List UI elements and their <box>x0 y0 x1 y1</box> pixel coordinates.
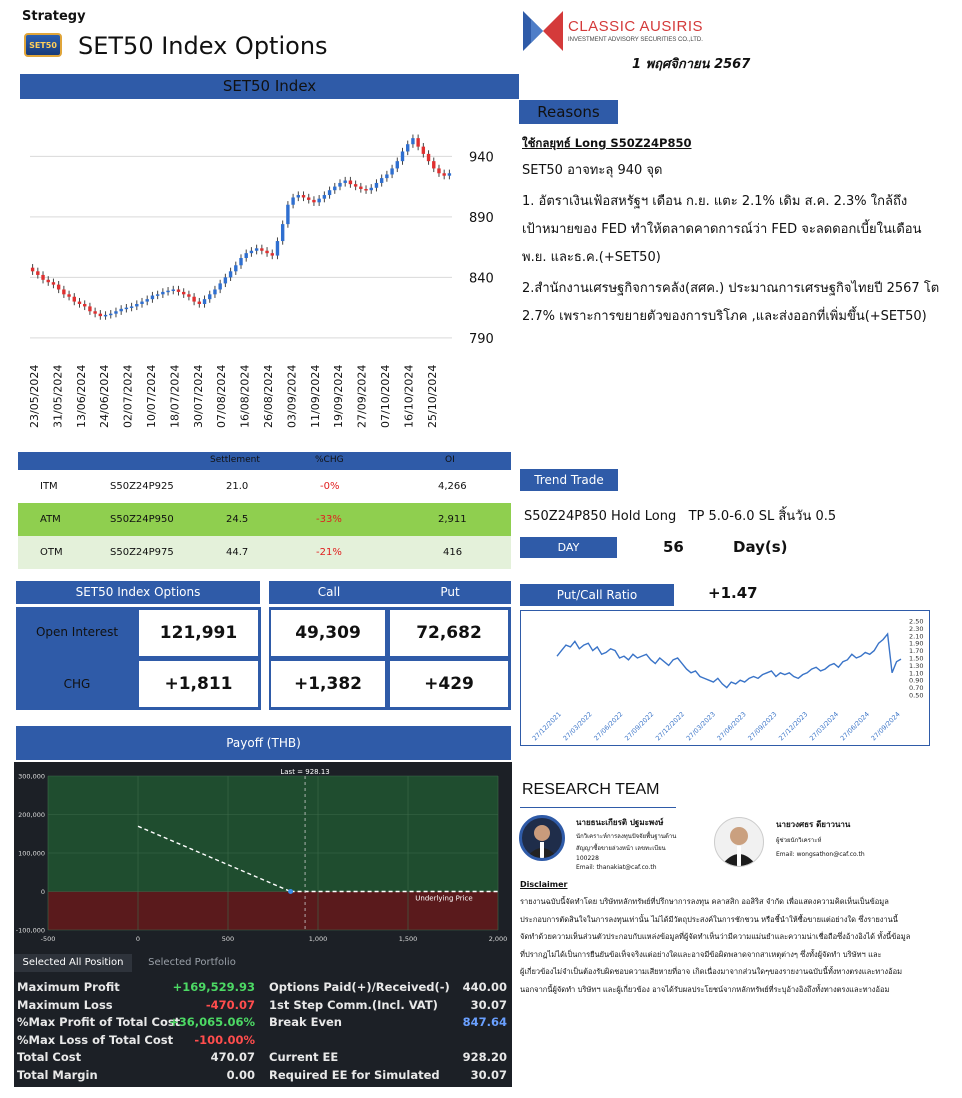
candle <box>255 248 258 250</box>
candle <box>140 302 143 304</box>
stat-value: 928.20 <box>462 1050 507 1065</box>
stat-value: -100.00% <box>194 1032 255 1047</box>
candle <box>198 302 201 304</box>
candle <box>125 308 128 310</box>
stat-label: Total Cost <box>17 1050 82 1065</box>
x-tick-label: 13/06/2024 <box>74 364 88 428</box>
candle <box>93 311 96 313</box>
index-chart-svg <box>20 100 510 460</box>
candle <box>156 294 159 296</box>
x-tick-label: -500 <box>40 935 56 943</box>
row-series: S50Z24P950 <box>110 514 174 525</box>
candle <box>146 299 149 301</box>
y-tick-label: 890 <box>469 210 494 226</box>
oi-put: 72,682 <box>389 609 509 657</box>
series-table <box>18 452 511 569</box>
candle <box>317 199 320 203</box>
candle <box>192 297 195 302</box>
y-tick-label: 2.50 <box>909 617 924 626</box>
candle <box>411 138 414 144</box>
x-tick-label: 27/12/2022 <box>653 710 687 743</box>
chg-header: %CHG <box>315 455 344 465</box>
tab-all-position[interactable]: Selected All Position <box>14 954 132 972</box>
candle <box>52 282 55 284</box>
y-tick-label: 940 <box>469 150 494 166</box>
report-date: 1 พฤศจิกายน 2567 <box>632 57 751 72</box>
candle <box>166 291 169 293</box>
candle <box>172 289 175 291</box>
chg-put: +429 <box>389 660 509 708</box>
x-tick-label: 27/03/2023 <box>684 710 717 743</box>
candle <box>333 187 336 191</box>
stat-label: Break Even <box>269 1015 342 1030</box>
candle <box>432 161 435 168</box>
x-tick-label: 27/06/2024 <box>838 710 871 743</box>
candle <box>297 195 300 197</box>
chg-call: +1,382 <box>270 660 386 708</box>
reasons-list <box>522 158 962 331</box>
candle <box>83 304 86 306</box>
index-chart-title: SET50 Index <box>20 74 519 99</box>
row-oi: 2,911 <box>438 514 467 525</box>
candle <box>239 258 242 265</box>
candle <box>359 187 362 189</box>
candle <box>427 154 430 161</box>
x-tick-label: 27/03/2022 <box>561 710 594 743</box>
payoff-title: Payoff (THB) <box>16 726 511 760</box>
candle <box>62 289 65 294</box>
person1-role: นักวิเคราะห์การลงทุนปัจจัยพื้นฐานด้าน <box>576 833 677 840</box>
x-tick-label: 27/06/2022 <box>592 710 625 743</box>
reason-line: 1. อัตราเงินเฟ้อสหรัฐฯ เดือน ก.ย. แตะ 2.1% เดิม ส.ค. 2.3% ใกล้ถึง <box>522 194 908 209</box>
candle <box>338 183 341 187</box>
oi-table-title: SET50 Index Options <box>16 581 260 604</box>
candle <box>203 299 206 304</box>
day-unit: Day(s) <box>733 538 788 556</box>
candle <box>312 200 315 202</box>
row-oi: 416 <box>443 547 463 558</box>
x-tick-label: 26/08/2024 <box>262 364 275 428</box>
disclaimer-line: รายงานฉบับนี้จัดทำโดย บริษัทหลักทรัพย์ที่ปรึกษาการลงทุน คลาสสิก ออสิริส จำกัด เพื่อแสดงความคิดเห็นเป็นข้อมูล <box>520 897 889 906</box>
stat-label: Maximum Loss <box>17 997 113 1012</box>
row-series: S50Z24P925 <box>110 481 174 492</box>
index-chart <box>20 100 510 460</box>
profit-zone <box>48 776 498 892</box>
table-row <box>18 536 511 569</box>
person2-name: นายวงศธร ดียาวนาน <box>776 820 851 829</box>
candle <box>119 309 122 311</box>
candle <box>36 271 39 275</box>
avatar <box>519 815 565 861</box>
y-tick-label: 200,000 <box>18 811 45 819</box>
person1-email: Email: thanakiat@caf.co.th <box>576 864 657 871</box>
y-tick-label: 0.50 <box>909 691 924 700</box>
candle <box>437 168 440 173</box>
disclaimer-line: ประกอบการตัดสินใจในการลงทุนเท่านั้น ไม่ได้มีวัตถุประสงค์ในการชักชวน หรือชี้นำให้ซื้อขายแต่อย่างใด ซึ่งรายงานนี้ <box>520 914 898 924</box>
payoff-chart-svg <box>14 762 512 950</box>
x-tick-label: 16/10/2024 <box>402 364 416 428</box>
break-even-point <box>288 889 293 894</box>
x-tick-label: 24/06/2024 <box>98 364 112 428</box>
x-tick-label: 02/07/2024 <box>121 364 135 428</box>
candle <box>375 183 378 188</box>
person1-role: 100228 <box>576 855 599 862</box>
person1-name: นายธนะเกียรติ ปฐมะพงษ์ <box>576 818 664 827</box>
y-tick-label: 1.50 <box>909 654 924 663</box>
y-tick-label: 790 <box>469 331 494 347</box>
disclaimer-line: นอกจากนี้ผู้จัดทำ บริษัทฯ และผู้เกี่ยวข้อง อาจได้รับผลประโยชน์จากหลักทรัพย์ที่ระบุอ้างอิงถึงทั้งทางตรงและทางอ้อม <box>520 984 890 994</box>
row-type: ITM <box>40 481 58 492</box>
row-type: OTM <box>40 547 63 558</box>
trend-title: Trend Trade <box>520 469 618 491</box>
stat-value: -470.07 <box>205 997 255 1012</box>
candle <box>385 174 388 178</box>
x-tick-label: 10/07/2024 <box>145 364 158 428</box>
x-tick-label: 1,000 <box>308 935 328 943</box>
candle <box>354 184 357 186</box>
pcr-chart-svg <box>521 611 929 745</box>
person1-role: สัญญาซื้อขายล่วงหน้า เลขทะเบียน <box>576 845 666 852</box>
y-tick-label: 300,000 <box>18 772 45 781</box>
candle <box>380 178 383 183</box>
row-chg: -0% <box>320 481 340 492</box>
stat-label: %Max Loss of Total Cost <box>17 1032 174 1047</box>
disclaimer-body <box>520 893 958 998</box>
candle <box>442 173 445 175</box>
trend-text: S50Z24P850 Hold Long TP 5.0-6.0 SL สิ้นวัน 0.5 <box>524 509 837 524</box>
stat-label: Total Margin <box>17 1068 98 1082</box>
strategy-line: ใช้กลยุทธ์ Long S50Z24P850 <box>522 136 692 150</box>
y-tick-label: 1.70 <box>909 647 924 656</box>
x-tick-label: 16/08/2024 <box>238 364 252 428</box>
x-tick-label: 2,000 <box>488 935 508 943</box>
x-tick-label: 27/09/2023 <box>746 710 779 743</box>
y-tick-label: -100,000 <box>15 926 45 935</box>
candle <box>99 314 102 316</box>
x-tick-label: 30/07/2024 <box>191 364 205 428</box>
reason-line: พ.ย. และธ.ค.(+SET50) <box>522 250 661 265</box>
row-settle: 44.7 <box>226 547 249 558</box>
x-tick-label: 27/09/2024 <box>869 710 902 743</box>
candle <box>109 314 112 316</box>
day-value: 56 <box>663 538 684 556</box>
candle <box>208 294 211 299</box>
oi-label: Open Interest <box>35 625 119 639</box>
underlying-price-label: Underlying Price <box>415 894 473 903</box>
disclaimer-line: จัดทำด้วยความเห็นส่วนตัวประกอบกับแหล่งข้อมูลที่ผู้จัดทำเห็นว่ามีความแม่นยำและความน่าเชื่อถือซึ่งอ้างอิงได้ ทั้งนี้ข้อมูล <box>520 932 911 941</box>
x-tick-label: 27/03/2024 <box>807 710 841 743</box>
company-logo-icon <box>523 11 563 51</box>
disclaimer-title: Disclaimer <box>520 880 568 889</box>
row-chg: -21% <box>316 547 342 558</box>
y-tick-label: 1.30 <box>909 661 924 670</box>
oi-header: OI <box>445 455 455 465</box>
candle <box>276 241 279 256</box>
person2-info <box>776 818 911 858</box>
reason-line: SET50 อาจทะลุ 940 จุด <box>522 163 663 178</box>
candle <box>31 268 34 272</box>
candle <box>260 248 263 250</box>
candle <box>250 251 253 253</box>
candle <box>229 271 232 277</box>
candle <box>73 297 76 302</box>
candle <box>130 306 133 308</box>
research-underline <box>520 807 676 808</box>
research-title: RESEARCH TEAM <box>522 781 660 798</box>
tab-selected-portfolio[interactable]: Selected Portfolio <box>148 957 236 968</box>
candle <box>422 147 425 154</box>
candle <box>187 294 190 296</box>
x-tick-label: 1,500 <box>398 935 418 943</box>
row-settle: 21.0 <box>226 481 249 492</box>
candle <box>364 189 367 191</box>
pcr-chart <box>520 610 930 746</box>
x-tick-label: 27/09/2024 <box>355 364 369 428</box>
candle <box>151 296 154 300</box>
y-tick-label: 2.30 <box>909 624 924 633</box>
row-oi: 4,266 <box>438 481 467 492</box>
candle <box>88 306 91 311</box>
candle <box>47 280 50 282</box>
y-tick-label: 100,000 <box>18 849 45 858</box>
stat-label: %Max Profit of Total Cost <box>17 1015 181 1030</box>
candle <box>57 285 60 290</box>
candle <box>182 292 185 294</box>
set50-logo-text: SET50 <box>29 40 57 50</box>
x-tick-label: 19/09/2024 <box>332 364 346 428</box>
x-tick-label: 18/07/2024 <box>168 364 182 428</box>
x-tick-label: 27/12/2023 <box>777 710 810 743</box>
candle <box>328 190 331 195</box>
stat-label: Required EE for Simulated <box>269 1068 440 1082</box>
candle <box>78 302 81 304</box>
candle <box>323 195 326 199</box>
stat-value: +36,065.06% <box>169 1015 255 1030</box>
x-tick-label: 03/09/2024 <box>285 364 299 428</box>
candle <box>234 265 237 271</box>
disclaimer-line: ผู้เกี่ยวข้องไม่จำเป็นต้องรับผิดชอบความเสียหายที่อาจ เกิดเนื่องมาจากส่วนใดๆของรายงานฉบับนี้ทั้งทางตรงและทางอ้อม <box>520 967 903 976</box>
set50-logo <box>24 33 62 57</box>
company-subtitle: INVESTMENT ADVISORY SECURITIES CO.,LTD. <box>568 37 703 43</box>
candle <box>390 168 393 174</box>
x-tick-label: 23/05/2024 <box>28 364 41 428</box>
pcr-line <box>557 634 901 688</box>
x-tick-label: 0 <box>135 935 141 943</box>
candle <box>416 138 419 146</box>
y-tick-label: 0 <box>40 888 45 896</box>
candle <box>161 292 164 294</box>
candle <box>396 161 399 168</box>
category-label: Strategy <box>22 9 86 24</box>
oi-call: 49,309 <box>270 609 386 657</box>
chg-total: +1,811 <box>138 660 259 708</box>
candle <box>67 294 70 296</box>
candle <box>343 181 346 183</box>
y-tick-label: 0.90 <box>909 676 924 685</box>
put-header: Put <box>389 581 511 604</box>
oi-total: 121,991 <box>138 609 259 657</box>
pcr-title: Put/Call Ratio <box>520 584 674 606</box>
person2-email: Email: wongsathon@caf.co.th <box>776 851 865 858</box>
stat-value: 30.07 <box>470 997 507 1012</box>
candle <box>114 311 117 313</box>
candle <box>286 205 289 224</box>
candle <box>271 253 274 255</box>
row-series: S50Z24P975 <box>110 547 174 558</box>
day-label: DAY <box>520 537 617 558</box>
candle <box>245 253 248 258</box>
candle <box>218 283 221 289</box>
candle <box>281 224 284 241</box>
candle <box>135 304 138 306</box>
row-type: ATM <box>40 514 61 525</box>
candle <box>41 275 44 280</box>
candle <box>213 289 216 294</box>
reason-line: 2.7% เพราะการขยายตัวของการบริโภค ,และส่งออกที่เพิ่มขึ้น(+SET50) <box>522 309 927 324</box>
chg-label: CHG <box>63 677 91 691</box>
x-tick-label: 27/06/2023 <box>715 710 748 743</box>
person2-role: ผู้ช่วยนักวิเคราะห์ <box>776 837 822 844</box>
reasons-title: Reasons <box>519 100 618 124</box>
x-tick-label: 25/10/2024 <box>425 364 439 428</box>
reason-line: 2.สำนักงานเศรษฐกิจการคลัง(สศค.) ประมาณการเศรษฐกิจไทยปี 2567 โต <box>522 281 940 296</box>
y-tick-label: 2.10 <box>909 632 924 641</box>
candle <box>401 151 404 161</box>
stat-value: 440.00 <box>462 980 507 994</box>
candle <box>265 251 268 253</box>
stat-label: Options Paid(+)/Received(-) <box>269 980 450 994</box>
page-title: SET50 Index Options <box>78 32 328 60</box>
x-tick-label: 07/10/2024 <box>379 364 392 428</box>
candle <box>349 181 352 185</box>
candle <box>370 188 373 190</box>
candle <box>406 144 409 151</box>
x-tick-label: 27/09/2022 <box>623 710 656 743</box>
row-chg: -33% <box>316 514 342 525</box>
oi-divider <box>261 607 269 710</box>
table-row <box>18 503 511 536</box>
y-tick-label: 1.90 <box>909 639 924 648</box>
pcr-value: +1.47 <box>708 584 758 602</box>
company-name: CLASSIC AUSIRIS <box>568 18 704 35</box>
candle <box>177 289 180 291</box>
stat-label: 1st Step Comm.(Incl. VAT) <box>269 997 438 1012</box>
stat-value: 847.64 <box>462 1015 507 1030</box>
candle <box>291 197 294 204</box>
x-tick-label: 11/09/2024 <box>308 364 322 428</box>
y-tick-label: 1.10 <box>909 669 924 678</box>
stat-value: 470.07 <box>210 1050 255 1065</box>
disclaimer-line: ที่ปรากฏไม่ได้เป็นการยืนยันข้อเท็จจริงแต่อย่างใดและอาจมีข้อผิดพลาดจากสาเหตุต่างๆ ซึ่งทั้งผู้จัดทำ บริษัทฯ และ <box>520 949 882 959</box>
series-table-header <box>18 452 511 470</box>
avatar <box>714 817 764 867</box>
person1-info <box>576 816 711 871</box>
table-row <box>18 470 511 503</box>
oi-grid <box>16 607 511 710</box>
y-tick-label: 0.70 <box>909 684 924 693</box>
x-tick-label: 31/05/2024 <box>51 364 65 428</box>
stat-value: +169,529.93 <box>172 980 255 994</box>
x-tick-label: 500 <box>221 935 235 943</box>
settlement-header: Settlement <box>210 455 260 465</box>
stat-label: Maximum Profit <box>17 980 120 994</box>
x-tick-label: 27/12/2021 <box>530 710 563 743</box>
x-tick-label: 07/08/2024 <box>215 364 229 428</box>
stat-label: Current EE <box>269 1050 339 1065</box>
candle <box>302 195 305 197</box>
stat-value: 30.07 <box>470 1068 507 1082</box>
last-price-label: Last = 928.13 <box>280 768 330 776</box>
reason-line: เป้าหมายของ FED ทำให้ตลาดคาดการณ์ว่า FED จะลดดอกเบี้ยในเดือน <box>522 222 922 237</box>
call-header: Call <box>269 581 389 604</box>
y-tick-label: 840 <box>469 271 494 287</box>
candle <box>224 277 227 283</box>
row-settle: 24.5 <box>226 514 249 525</box>
candle <box>104 315 107 317</box>
candle <box>307 197 310 199</box>
stat-value: 0.00 <box>226 1068 255 1082</box>
payoff-panel <box>14 762 512 1087</box>
candle <box>448 173 451 175</box>
